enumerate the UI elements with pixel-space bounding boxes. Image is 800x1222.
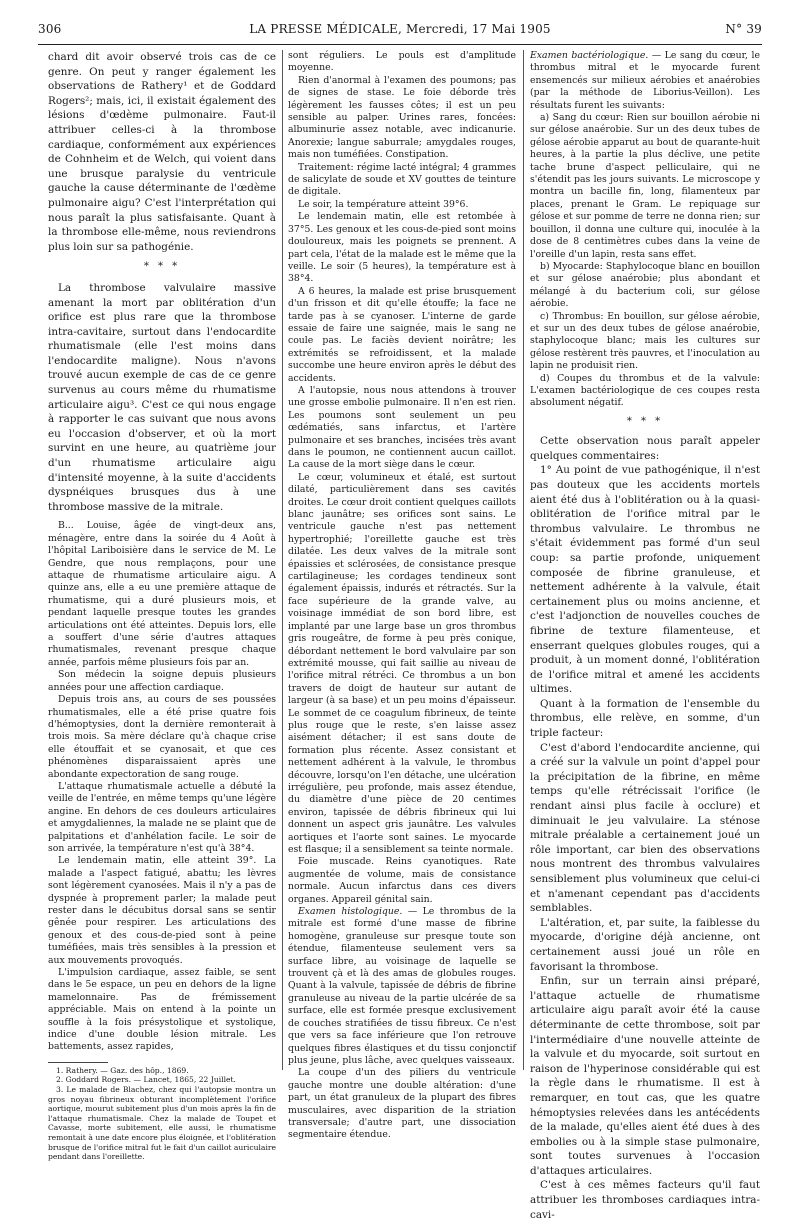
paragraph — [530, 50, 760, 112]
paragraph: Rien d'anormal à l'examen des poumons; pas de signes de stase. Le foie déborde très légèrement les fausses côtes; il est un peu sensible au palper. Urines rares, foncées: albuminurie assez notable, avec indicanurie. Anorexie; langue saburrale; amygdales rouges, mais non tuméfiées. Constipation. — [288, 74, 516, 161]
paragraph: L'altération, et, par suite, la faiblesse du myocarde, d'origine déjà ancienne, ont certainement aussi joué un rôle en favorisant la thrombose. — [530, 916, 760, 973]
paragraph: Son médecin la soigne depuis plusieurs années pour une affection cardiaque. — [48, 669, 276, 693]
paragraph-text: — Le sang du cœur, le thrombus mitral et le myocarde furent ensemencés sur milieux aérobies et anaérobies (par la méthode de Liborius-Veillon). Les résultats furent les suivants: — [530, 50, 760, 111]
footnote-rule — [48, 1062, 108, 1063]
paragraph: Depuis trois ans, au cours de ses poussées rhumatismales, elle a été prise quatre fois d'hémoptysies, dont la dernière remonterait à trois mois. Sa mère déclare qu'à chaque crise elle étouffait et se cyanosait, et que ces phénomènes disparaissaient après une abondante expectoration de sang rouge. — [48, 694, 276, 780]
header-rule — [38, 44, 762, 45]
paragraph: Le soir, la température atteint 39°6. — [298, 198, 469, 210]
issue-number: N° 39 — [725, 22, 762, 36]
paragraph: A l'autopsie, nous nous attendons à trouver une grosse embolie pulmonaire. Il n'en est rien. Les poumons sont seulement un peu œdématiés, sans infarctus, et l'artère pulmonaire et ses branches, incisées très avant dans le poumon, ne contiennent aucun caillot. La cause de la mort siège dans le cœur. — [288, 384, 516, 471]
paragraph: La thrombose valvulaire massive amenant la mort par oblitération d'un orifice est plus rare que la thrombose intra-cavitaire, surtout dans l'endocardite rhumatismale (elle l'est moins dans l'endocardite maligne). Nous n'avons trouvé aucun exemple de cas de ce genre survenus au cours même du rhumatisme articulaire aigu³. C'est ce qui nous engage à rapporter le cas suivant que nous avons eu l'occasion d'observer, et où la mort survint en une heure, au quatrième jour d'un rhumatisme articulaire aigu d'intensité moyenne, à la suite d'accidents dyspnéiques brusques dus à une thrombose massive de la mitrale. — [48, 281, 276, 513]
paragraph: a) Sang du cœur: Rien sur bouillon aérobie ni sur gélose anaérobie. Sur un des deux tubes de gélose aérobie apparut au bout de quarante-huit heures, à la partie la plus déclive, une petite tache brune d'aspect pelliculaire, qui ne s'étendit pas les jours suivants. Le microscope y montra un bacille fin, long, filamenteux par places, prenant le Gram. Le repiquage sur gélose et sur pomme de terre ne donna rien; sur bouillon, il donna une culture qui, inoculée à la dose de 8 centimètres cubes dans la veine de l'oreille d'un lapin, resta sans effet. — [530, 112, 760, 260]
paragraph: 1° Au point de vue pathogénique, il n'est pas douteux que les accidents mortels aient été dus à l'oblitération ou à la quasi-oblitération de l'orifice mitral par le thrombus valvulaire. Le thrombus ne s'était évidemment pas formé d'un seul coup: sa partie profonde, uniquement composée de fibrine granuleuse, et nettement adhérente à la valvule, était certainement plus ou moins ancienne, et c'est l'adjonction de nouvelles couches de fibrine de texture filamenteuse, et enserrant quelques globules rouges, qui a produit, à un moment donné, l'oblitération de l'orifice mitral et amené les accidents ultimes. — [530, 464, 760, 696]
footnotes — [48, 1066, 276, 1162]
paragraph: Traitement: régime lacté intégral; 4 grammes de salicylate de soude et XV gouttes de teinture de digitale. — [288, 161, 516, 198]
paragraph: Cette observation nous paraît appeler quelques commentaires: — [530, 435, 760, 462]
footnote: 1. Rathery. — Gaz. des hôp., 1869. — [56, 1065, 189, 1075]
paragraph: Le cœur, volumineux et étalé, est surtout dilaté, particulièrement dans ses cavités droites. Le cœur droit contient quelques caillots blanc jaunâtre; ses orifices sont sains. Le ventricule gauche n'est pas nettement hypertrophié; l'oreillette gauche est très dilatée. Les deux valves de la mitrale sont épaissies et sclérosées, de consistance presque cartilagineuse; les cordages tendineux sont également épaissis, indurés et rétractés. Sur la face supérieure de la grande valve, au voisinage immédiat de son bord libre, est implanté par une large base un gros thrombus gris rougeâtre, de forme à peu près conique, débordant nettement le bord valvulaire par son extrémité mousse, qui fait saillie au niveau de l'orifice mitral rétréci. Ce thrombus a un bon travers de doigt de hauteur sur autant de largeur (à sa base) et un peu moins d'épaisseur. Le sommet de ce coagulum fibrineux, de teinte plus rouge que le reste, s'en laisse assez aisément détacher; il est sans doute de formation plus récente. Assez consistant et nettement adhérent à la valvule, le thrombus découvre, lorsqu'on l'en détache, une ulcération irrégulière, peu profonde, mais assez étendue, du diamètre d'une pièce de 20 centimes environ, tapissée de débris fibrineux qui lui donnent un aspect gris jaunâtre. Les valvules aortiques et l'aorte sont saines. Le myocarde est flasque; il a sensiblement sa teinte normale. — [288, 471, 516, 855]
paragraph: L'attaque rhumatismale actuelle a débuté la veille de l'entrée, en même temps qu'une légère angine. En dehors de ces douleurs articulaires et amygdaliennes, la malade ne se plaint que de palpitations et d'anhélation facile. Le soir de son arrivée, la température n'est qu'à 38°4. — [48, 780, 276, 854]
section-separator: * * * — [626, 415, 664, 427]
paragraph: d) Coupes du thrombus et de la valvule: L'examen bactériologique de ces coupes resta absolument négatif. — [530, 372, 760, 409]
column-divider — [282, 50, 283, 1070]
paragraph: Le lendemain matin, elle est retombée à 37°5. Les genoux et les cous-de-pied sont moins douloureux, mais les poignets se prennent. A part cela, l'état de la malade est le même que la veille. Le soir (5 heures), la température est à 38°4. — [288, 211, 516, 285]
page-number: 306 — [38, 22, 62, 36]
paragraph: c) Thrombus: En bouillon, sur gélose aérobie, et sur un des deux tubes de gélose anaérobie, staphylocoque blanc; mais les cultures sur gélose restèrent très pauvres, et l'inoculation au lapin ne produisit rien. — [530, 310, 760, 372]
subsection-label: Examen bactériologique. — [530, 50, 649, 61]
paragraph: A 6 heures, la malade est prise brusquement d'un frisson et dit qu'elle étouffe; la face ne tarde pas à se cyanoser. L'interne de garde essaie de faire une saignée, mais le sang ne coule pas. Le faciès devient noirâtre; les extrémités se refroidissent, et la malade succombe une heure environ après le début des accidents. — [288, 285, 516, 384]
paragraph — [288, 906, 516, 1067]
body-text-large — [530, 434, 760, 1222]
subsection-label: Examen histologique. — [298, 906, 403, 918]
paragraph: Quant à la formation de l'ensemble du thrombus, elle relève, en somme, d'un triple facteur: — [530, 697, 760, 740]
column-divider — [523, 50, 524, 1070]
paragraph: L'impulsion cardiaque, assez faible, se sent dans le 5e espace, un peu en dehors de la ligne mamelonnaire. Pas de frémissement appréciable. Mais on entend à la pointe un souffle à la fois présystolique et systolique, indice d'une double lésion mitrale. Les battements, assez rapides, — [48, 967, 276, 1053]
paragraph: La coupe d'un des piliers du ventricule gauche montre une double altération: d'une part, un état granuleux de la plupart des fibres musculaires, avec disparition de la striation transversale; d'autre part, une dissociation segmentaire étendue. — [288, 1067, 516, 1141]
paragraph: C'est à ces mêmes facteurs qu'il faut attribuer les thromboses cardiaques intra-cavi- — [530, 1179, 760, 1221]
column-middle — [288, 50, 516, 1141]
running-header — [38, 22, 762, 42]
paragraph: C'est d'abord l'endocardite ancienne, qui a créé sur la valvule un point d'appel pour la précipitation de la fibrine, en même temps qu'elle rétrécissait l'orifice (le rendant ainsi plus facile à occlure) et diminuait le jeu valvulaire. La sténose mitrale préalable a certainement joué un rôle important, car bien des observations nous montrent des thrombus valvulaires sensiblement plus volumineux que celui-ci et n'amenant cependant pas d'accidents semblables. — [530, 741, 760, 915]
paragraph-text: — Le thrombus de la mitrale est formé d'une masse de fibrine homogène, granuleuse sur presque toute son étendue, filamenteuse seulement vers sa surface libre, au voisinage de laquelle se trouvent çà et là des amas de globules rouges. Quant à la valvule, tapissée de débris de fibrine granuleuse au niveau de la partie ulcérée de sa surface, elle est formée presque exclusivement de couches stratifiées de tissu fibreux. Ce n'est que vers sa face inférieure que l'on retrouve quelques fibres élastiques et du tissu conjonctif plus jeune, plus lâche, avec quelques vaisseaux. — [288, 906, 516, 1066]
section-separator: * * * — [143, 261, 181, 273]
column-right — [530, 50, 760, 1221]
body-text-large — [48, 50, 276, 514]
paragraph: sont réguliers. Le pouls est d'amplitude moyenne. — [288, 50, 516, 74]
journal-title: LA PRESSE MÉDICALE, Mercredi, 17 Mai 1905 — [249, 22, 551, 36]
paragraph: Le lendemain matin, elle atteint 39°. La malade a l'aspect fatigué, abattu; les lèvres sont légèrement cyanosées. Mais il n'y a pas de dyspnée à proprement parler; la malade peut rester dans le décubitus dorsal sans se sentir gênée pour respirer. Les articulations des genoux et des cous-de-pied sont à peine tuméfiées, mais très sensibles à la pression et aux mouvements provoqués. — [48, 855, 276, 966]
paragraph: b) Myocarde: Staphylocoque blanc en bouillon et sur gélose anaérobie; plus abondant et mélangé à du bacterium coli, sur gélose aérobie. — [530, 260, 760, 310]
paragraph: Foie muscade. Reins cyanotiques. Rate augmentée de volume, mais de consistance normale. Aucun infarctus dans ces divers organes. Appareil génital sain. — [288, 856, 516, 905]
paragraph: B... Louise, âgée de vingt-deux ans, ménagère, entre dans la soirée du 4 Août à l'hôpital Lariboisière dans le service de M. Le Gendre, que nous remplaçons, pour une attaque de rhumatisme articulaire aigu. A quinze ans, elle a eu une première attaque de rhumatisme, qui a duré plusieurs mois, et pendant laquelle presque toutes les grandes articulations ont été atteintes. Depuis lors, elle a souffert d'une série d'autres attaques rhumatismales, revenant presque chaque année, parfois même plusieurs fois par an. — [48, 520, 276, 668]
paragraph: Enfin, sur un terrain ainsi préparé, l'attaque actuelle de rhumatisme articulaire aigu paraît avoir été la cause déterminante de cette thrombose, soit par l'intermédiaire d'une nouvelle atteinte de la valvule et du myocarde, soit surtout en raison de l'hyperinose considérable qui est la règle dans le rhumatisme. Il est à remarquer, en tout cas, que les quatre hémoptysies relevées dans les antécédents de la malade, qu'elles aient été dues à des embolies ou à la simple stase pulmonaire, sont toutes survenues à l'occasion d'attaques articulaires. — [530, 975, 760, 1177]
footnote: 2. Goddard Rogers. — Lancet, 1865, 22 Juillet. — [56, 1075, 236, 1085]
footnote: 3. Le malade de Blachez, chez qui l'autopsie montra un gros noyau fibrineux obturant incomplètement l'orifice aortique, mourut subitement plus d'un mois après la fin de l'attaque rhumatismale. Chez la malade de Toupet et Cavasse, morte subitement, elle aussi, le rhumatisme remontait à une date encore plus éloignée, et l'oblitération brusque de l'orifice mitral fut le fait d'un caillot auriculaire pendant dans l'oreillette. — [48, 1085, 276, 1162]
paragraph: chard dit avoir observé trois cas de ce genre. On peut y ranger également les observations de Rathery¹ et de Goddard Rogers²; mais, ici, il existait également des lésions d'œdème pulmonaire. Faut-il attribuer celles-ci à la thrombose cardiaque, conformément aux expériences de Cohnheim et de Welch, qui voient dans une brusque paralysie du ventricule gauche la cause déterminante de l'œdème pulmonaire aigu? C'est l'interprétation qui nous paraît la plus satisfaisante. Quant à la thrombose elle-même, nous reviendrons plus loin sur sa pathogénie. — [48, 51, 276, 253]
column-left — [48, 50, 276, 1162]
